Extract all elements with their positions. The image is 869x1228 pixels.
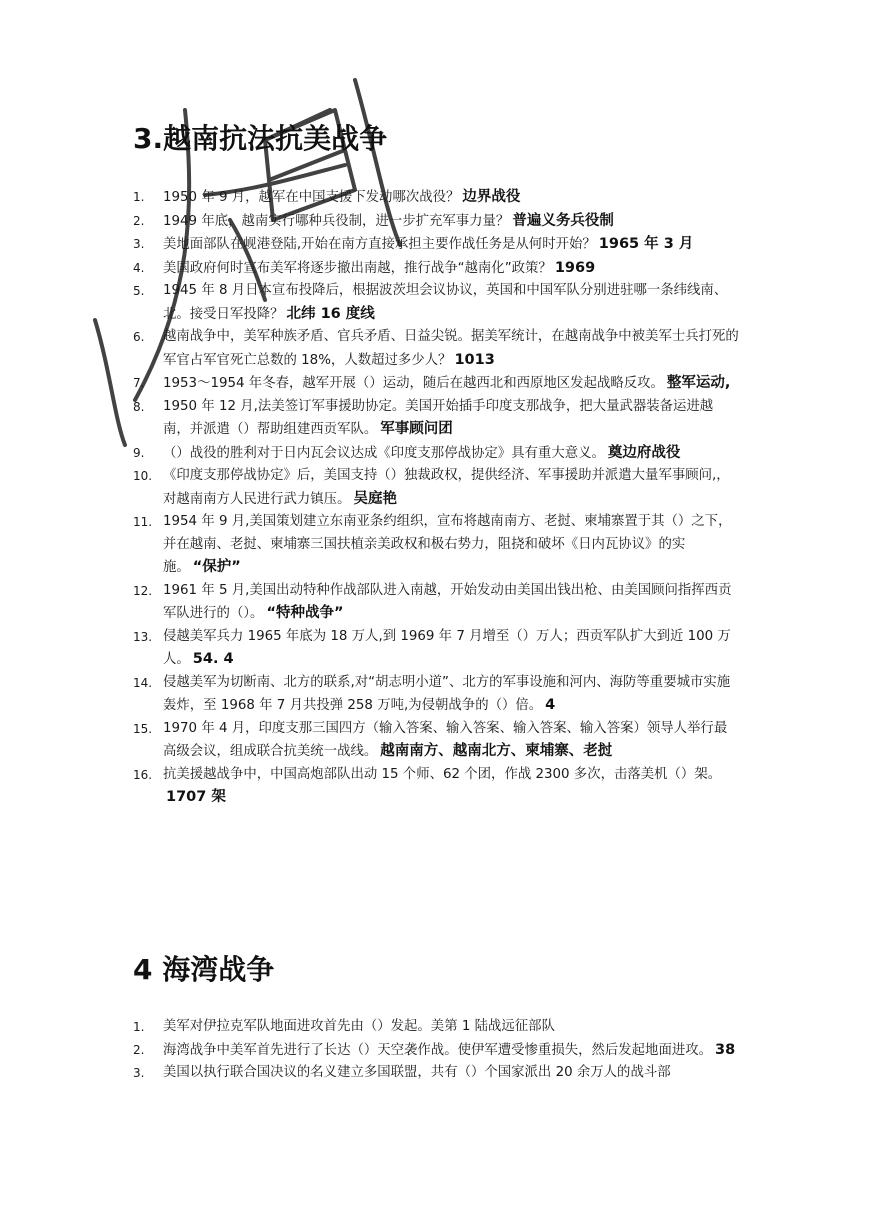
question-number: 15. [133,721,153,736]
question-item [0,1016,869,1039]
question-item [0,210,869,234]
question-number: 7. [133,376,145,390]
question-number: 3. [133,237,145,251]
question-number: 14. [133,675,153,690]
answer-text: 军事顾问团 [380,421,453,437]
question-item [0,672,869,718]
question-text: 1953～1954 年冬春，越军开展（）运动，随后在越西北和西原地区发起战略反攻。 [163,376,664,391]
question-text: 侵越美军为切断南、北方的联系,对“胡志明小道”、北方的军事设施和河内、海防等重要城市实施轰炸，至 1968 年 7 月共投弹 258 万吨,为侵朝战争的（）倍。 [163,674,731,713]
question-number: 8. [133,399,145,414]
question-text: 1950 年 9 月，越军在中国支援下发动哪次战役？ [163,190,460,205]
answer-text: 越南南方、越南北方、柬埔寨、老挝 [380,743,613,759]
answer-text: 1965 年 3 月 [598,236,694,252]
question-number: 2. [133,213,145,228]
question-item [0,233,869,257]
question-item [0,1039,869,1063]
answer-text: “特种战争” [266,605,344,621]
question-text: 抗美援越战争中，中国高炮部队出动 15 个师、62 个团，作战 2300 多次，击落美机（）架。 [163,766,722,782]
answer-text: 边界战役 [462,189,521,205]
answer-text: 吴庭艳 [353,490,397,507]
question-number: 13. [133,629,153,644]
answer-text: “保护” [192,559,241,575]
question-item [0,465,869,511]
question-list-vietnam-war [0,186,869,810]
question-number: 2. [133,1042,145,1057]
question-number: 11. [133,515,153,529]
question-text: 美国以执行联合国决议的名义建立多国联盟，共有（）个国家派出 20 余万人的战斗部 [163,1065,671,1080]
section-title-vietnam-war: 3.越南抗法抗美战争 [133,122,388,155]
section-title-gulf-war: 4 海湾战争 [133,953,275,986]
answer-text: 普遍义务兵役制 [512,212,614,229]
question-number: 1. [133,190,145,204]
question-number: 5. [133,284,145,298]
question-list-gulf-war [0,1016,869,1085]
question-text: 美国政府何时宣布美军将逐步撤出南越，推行战争“越南化”政策？ [163,260,552,276]
answer-text: 38 [715,1041,736,1058]
question-item [0,326,869,372]
question-text: 1970 年 4 月，印度支那三国四方（输入答案、输入答案、输入答案、输入答案）领导人举行最高级会议，组成联合抗美统一战线。 [163,720,728,759]
answer-text: 1969 [554,259,596,276]
question-number: 6. [133,330,145,344]
question-item [0,580,869,626]
question-item [0,718,869,764]
question-item [0,626,869,672]
question-text: 《印度支那停战协定》后，美国支持（）独裁政权，提供经济、军事援助并派遣大量军事顾问,，对越南南方人民进行武力镇压。 [163,468,730,507]
question-number: 4. [133,260,145,275]
question-number: 10. [133,469,153,483]
answer-text: 整军运动, [666,375,731,391]
question-number: 1. [133,1020,145,1034]
question-item [0,1062,869,1085]
question-text: 美地面部队在岘港登陆,开始在南方直接承担主要作战任务是从何时开始？ [163,237,596,252]
answer-text: 1013 [454,351,495,368]
question-item [0,442,869,466]
question-number: 3. [133,1066,145,1080]
question-text: 1949 年底，越南实行哪种兵役制，进一步扩充军事力量？ [163,213,510,229]
question-item [0,396,869,442]
answer-text: 4 [545,697,556,713]
question-text: 1961 年 5 月,美国出动特种作战部队进入南越，开始发动由美国出钱出枪、由美国顾问指挥西贡军队进行的（）。 [163,582,732,621]
question-number: 16. [133,767,153,782]
question-item [0,372,869,396]
answer-text: 1707 架 [166,789,226,805]
answer-text: 54. 4 [192,651,234,667]
question-item [0,280,869,326]
question-item [0,511,869,580]
answer-text: 北纬 16 度线 [286,305,375,322]
question-item [0,186,869,210]
question-item [0,257,869,281]
answer-text: 奠边府战役 [607,444,681,461]
question-text: 1954 年 9 月,美国策划建立东南亚条约组织，宣布将越南南方、老挝、柬埔寨置于其（）之下，并在越南、老挝、柬埔寨三国扶植亲美政权和极右势力，阻挠和破坏《日内瓦协议》的实施。 [163,514,732,575]
question-text: 侵越美军兵力 1965 年底为 18 万人,到 1969 年 7 月增至（）万人；西贡军队扩大到近 100 万人。 [163,628,731,667]
question-number: 9. [133,445,145,460]
question-text: （）战役的胜利对于日内瓦会议达成《印度支那停战协定》具有重大意义。 [163,445,605,461]
question-text: 1950 年 12 月,法美签订军事援助协定。美国开始插手印度支那战争，把大量武器装备运进越南，并派遣（）帮助组建西贡军队。 [163,398,714,437]
question-number: 12. [133,583,153,598]
question-text: 美军对伊拉克军队地面进攻首先由（）发起。美第 1 陆战远征部队 [163,1019,555,1034]
question-text: 海湾战争中美军首先进行了长达（）天空袭作战。使伊军遭受惨重损失，然后发起地面进攻。 [163,1042,713,1058]
question-text: 越南战争中，美军种族矛盾、官兵矛盾、日益尖锐。据美军统计，在越南战争中被美军士兵打死的军官占军官死亡总数的 18%，人数超过多少人？ [163,329,739,368]
question-text: 1945 年 8 月日本宣布投降后，根据波茨坦会议协议，英国和中国军队分别进驻哪一条纬线南、北。接受日军投降？ [163,283,728,322]
question-item [0,764,869,810]
